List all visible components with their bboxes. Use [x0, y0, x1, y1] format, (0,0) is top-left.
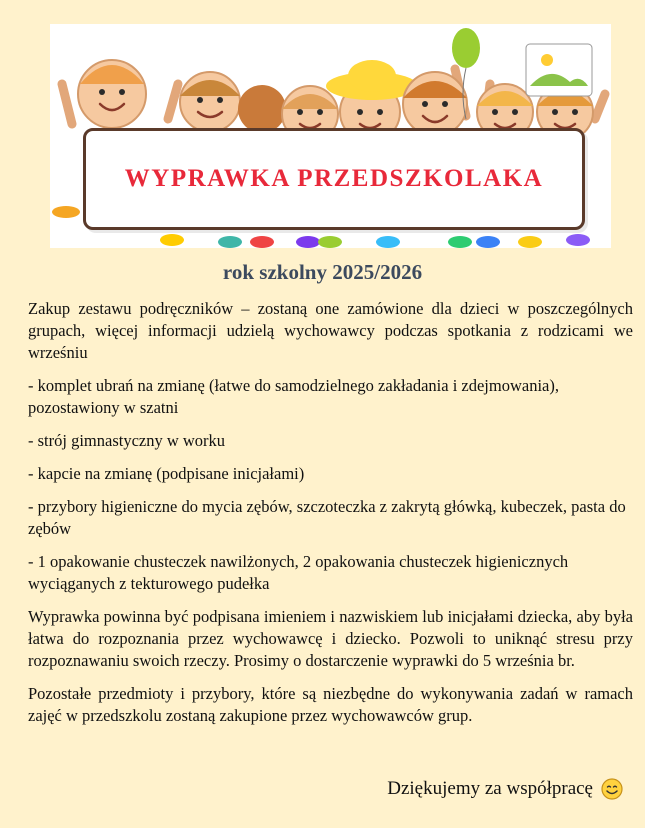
balloon: [452, 28, 480, 68]
banner-sign: [83, 128, 585, 230]
banner-title: WYPRAWKA PRZEDSZKOLAKA: [124, 165, 544, 192]
paragraph-labeling: Wyprawka powinna być podpisana imieniem i nazwiskiem lub inicjałami dziecka, aby była łatwa do rozpoznania przez wychowawcę i dziecko. Pozwoli to uniknąć stresu przy rozpoznawaniu swoich rzeczy. Prosimy o dostarczenie wyprawki do 5 września br.: [28, 607, 633, 670]
header-banner: [50, 24, 611, 248]
paragraph-textbooks: Zakup zestawu podręczników – zostaną one zamówione dla dzieci w poszczególnych grupach, więcej informacji udzielą wychowawcy podczas spotkania z rodzicami we wrześniu: [28, 299, 633, 362]
supplies-list: [28, 298, 633, 738]
thanks-line: [387, 778, 623, 800]
smiling-face-icon: [601, 778, 623, 800]
list-item-hygiene: - przybory higieniczne do mycia zębów, szczoteczka z zakrytą główką, kubeczek, pasta do zębów: [28, 497, 626, 538]
paragraph-other-supplies: Pozostałe przedmioty i przybory, które są niezbędne do wykonywania zadań w ramach zajęć w przedszkolu zostaną zakupione przez wychowawców grup.: [28, 684, 633, 725]
thanks-text: Dziękujemy za współpracę: [387, 778, 593, 799]
list-item-gym-outfit: - strój gimnastyczny w worku: [28, 431, 226, 450]
list-item-clothes: - komplet ubrań na zmianę (łatwe do samodzielnego zakładania i zdejmowania), pozostawiony w szatni: [28, 376, 559, 417]
list-item-slippers: - kapcie na zmianę (podpisane inicjałami): [28, 464, 305, 483]
school-year-heading: rok szkolny 2025/2026: [222, 260, 423, 284]
list-item-tissues: - 1 opakowanie chusteczek nawilżonych, 2 opakowania chusteczek higienicznych wyciąganych z tekturowego pudełka: [28, 552, 569, 593]
